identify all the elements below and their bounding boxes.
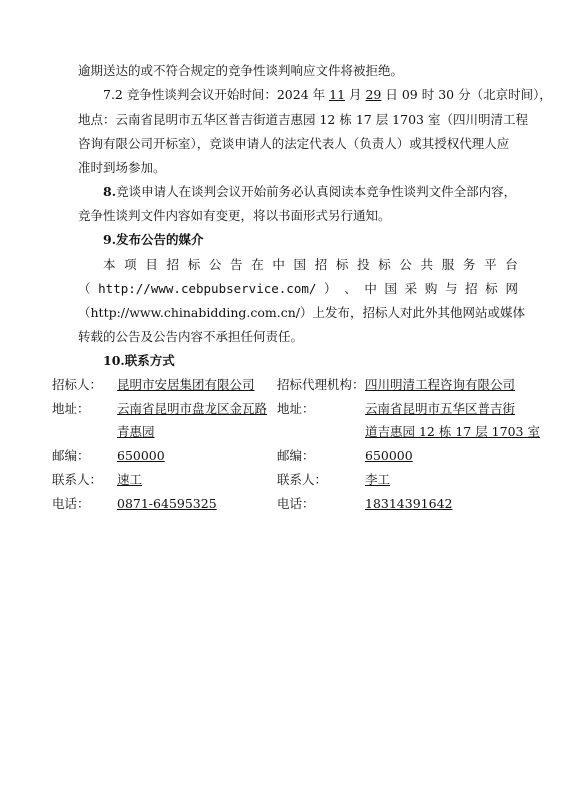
meeting-location-line3: 准时到场参加。 — [78, 160, 166, 175]
address-right-line2: 道吉惠园 12 栋 17 层 1703 室 — [365, 424, 540, 439]
phone-label-right: 电话： — [277, 496, 315, 511]
read-docs-line2: 竞争性谈判文件内容如有变更，将以书面形式另行通知。 — [78, 208, 391, 223]
paragraph-late-submission: 逾期送达的或不符合规定的竞争性谈判响应文件将被拒绝。 — [78, 63, 404, 78]
media-line1-part: 投 — [357, 257, 370, 272]
media-line2-part: http://www.cebpubservice.com/ — [98, 281, 317, 296]
media-line1-part: 在 — [251, 257, 264, 272]
meeting-time-mid: 月 — [345, 87, 366, 102]
media-line3: （http://www.chinabidding.com.cn/）上发布，招标人对此外其他网站或媒体 — [78, 305, 526, 320]
media-line1-part: 告 — [230, 257, 243, 272]
contact-left: 速工 — [117, 472, 143, 487]
media-line1-part: 务 — [462, 257, 476, 272]
meeting-time-prefix: 7.2 竞争性谈判会议开始时间：2024 年 — [103, 87, 330, 102]
zip-left: 650000 — [117, 448, 165, 463]
address-label-right: 地址： — [277, 401, 315, 416]
media-line2-part: 标 — [485, 281, 498, 296]
meeting-day: 29 — [365, 87, 382, 102]
address-right-line1: 云南省昆明市五华区普吉街 — [365, 401, 516, 416]
meeting-location-line2: 咨询有限公司开标室），竞谈申请人的法定代表人（负责人）或其授权代理人应 — [78, 136, 510, 151]
media-line2-part: 网 — [505, 281, 518, 296]
zip-right: 650000 — [365, 448, 413, 463]
media-line2-part: 招 — [465, 281, 478, 296]
zip-label-right: 邮编： — [277, 448, 315, 463]
media-line1-part: 标 — [187, 257, 201, 272]
media-line2-part: 中 — [364, 281, 377, 296]
media-line1-part: 公 — [208, 257, 222, 272]
media-line2-part: ） — [324, 281, 337, 296]
address-label-left: 地址： — [52, 401, 90, 416]
media-line1-part: 共 — [420, 257, 434, 272]
media-line2-part: 采 — [404, 281, 418, 296]
media-line1-part: 项 — [124, 257, 137, 272]
media-line4: 转载的公告及公告内容不承担任何责任。 — [78, 329, 304, 344]
media-line1-chars — [103, 256, 518, 274]
media-line1-part: 招 — [314, 257, 328, 272]
section-10-heading: 10.联系方式 — [103, 353, 175, 368]
media-line1-part: 公 — [399, 257, 412, 272]
media-line1-part: 国 — [293, 257, 307, 272]
phone-left: 0871-64595325 — [117, 496, 217, 511]
media-line1-part: 目 — [145, 257, 158, 272]
read-docs-line1 — [103, 183, 543, 201]
contact-label-left: 联系人： — [52, 472, 103, 487]
read-docs-text: 竞谈申请人在谈判会议开始前务必认真阅读本竞争性谈判文件全部内容， — [116, 184, 517, 199]
media-line2-part: 与 — [444, 281, 458, 296]
contact-right: 李工 — [365, 472, 391, 487]
media-line1-part: 标 — [378, 257, 391, 272]
meeting-time-rest: 日 09 时 30 分（北京时间）， — [381, 87, 552, 102]
media-line2-part: 国 — [384, 281, 398, 296]
address-left-line2: 青惠园 — [117, 424, 155, 439]
media-line1-part: 中 — [272, 257, 285, 272]
tenderer-label: 招标人： — [52, 377, 103, 392]
media-line1-part: 标 — [335, 257, 349, 272]
agent-value: 四川明清工程咨询有限公司 — [365, 377, 516, 392]
address-left-line1: 云南省昆明市盘龙区金瓦路 — [117, 401, 268, 416]
agent-label: 招标代理机构： — [277, 377, 365, 392]
media-line2 — [78, 280, 518, 298]
contact-label-right: 联系人： — [277, 472, 328, 487]
meeting-time-line — [103, 86, 552, 104]
item-8-number: 8. — [103, 184, 117, 199]
phone-right: 18314391642 — [365, 496, 453, 511]
media-line2-part: 购 — [424, 281, 438, 296]
zip-label-left: 邮编： — [52, 448, 90, 463]
media-line1-part: 本 — [103, 257, 116, 272]
media-line2-part: 、 — [344, 281, 357, 296]
media-line2-chars — [78, 280, 518, 298]
section-9-heading: 9.发布公告的媒介 — [103, 232, 204, 247]
media-line1-part: 台 — [505, 257, 518, 272]
media-line1 — [103, 256, 518, 274]
meeting-location-line1: 地点：云南省昆明市五华区普吉街道吉惠园 12 栋 17 层 1703 室（四川明清工程 — [78, 112, 528, 127]
phone-label-left: 电话： — [52, 496, 90, 511]
media-line1-part: 平 — [484, 257, 497, 272]
meeting-month: 11 — [329, 87, 346, 102]
media-line2-part: （ — [78, 281, 91, 296]
tenderer-value: 昆明市安居集团有限公司 — [117, 377, 255, 392]
media-line1-part: 服 — [441, 257, 455, 272]
media-line1-part: 招 — [166, 257, 180, 272]
